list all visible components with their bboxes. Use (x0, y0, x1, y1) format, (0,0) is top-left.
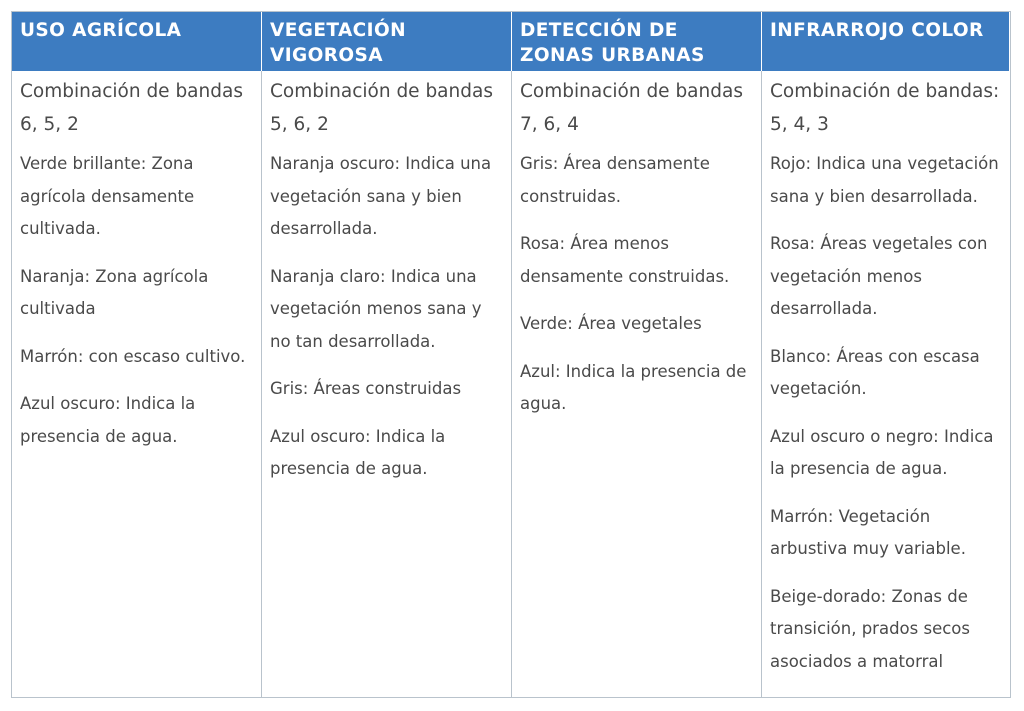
color-description: Rosa: Área menos densamente construidas. (520, 234, 730, 286)
band-combination: Combinación de bandas 5, 6, 2 (270, 81, 493, 135)
cell-deteccion-zonas-urbanas (512, 71, 762, 697)
color-description: Verde: Área vegetales (520, 314, 702, 333)
cell-uso-agricola (12, 71, 262, 697)
header-vegetacion-vigorosa: VEGETACIÓN VIGOROSA (262, 12, 512, 71)
color-description: Blanco: Áreas con escasa vegetación. (770, 346, 980, 398)
color-description: Beige-dorado: Zonas de transición, prados secos asociados a matorral (770, 586, 970, 671)
bands-table (11, 11, 1011, 698)
header-deteccion-zonas-urbanas: DETECCIÓN DE ZONAS URBANAS (512, 12, 762, 71)
cell-vegetacion-vigorosa (262, 71, 512, 697)
color-description: Marrón: con escaso cultivo. (20, 346, 246, 366)
color-description: Naranja claro: Indica una vegetación menos sana y no tan desarrollada. (270, 266, 482, 351)
color-description: Azul: Indica la presencia de agua. (520, 361, 747, 413)
color-description: Naranja: Zona agrícola cultivada (20, 266, 209, 318)
color-description: Azul oscuro o negro: Indica la presencia de agua. (770, 426, 994, 478)
color-description: Azul oscuro: Indica la presencia de agua. (20, 394, 196, 446)
color-description: Rosa: Áreas vegetales con vegetación menos desarrollada. (770, 234, 988, 318)
band-combination: Combinación de bandas 6, 5, 2 (20, 81, 243, 135)
color-description: Gris: Área densamente construidas. (520, 154, 710, 206)
color-description: Naranja oscuro: Indica una vegetación sana y bien desarrollada. (270, 154, 492, 238)
band-combination: Combinación de bandas: 5, 4, 3 (770, 81, 1000, 135)
color-description: Azul oscuro: Indica la presencia de agua. (270, 426, 446, 478)
color-description: Marrón: Vegetación arbustiva muy variable. (770, 506, 966, 558)
color-description: Rojo: Indica una vegetación sana y bien desarrollada. (770, 154, 999, 206)
header-infrarrojo-color: INFRARROJO COLOR (762, 12, 1010, 71)
color-description: Verde brillante: Zona agrícola densamente cultivada. (20, 154, 195, 238)
color-description: Gris: Áreas construidas (270, 379, 462, 398)
cell-infrarrojo-color (762, 71, 1010, 697)
header-uso-agricola: USO AGRÍCOLA (12, 12, 262, 71)
band-combination: Combinación de bandas 7, 6, 4 (520, 81, 743, 135)
